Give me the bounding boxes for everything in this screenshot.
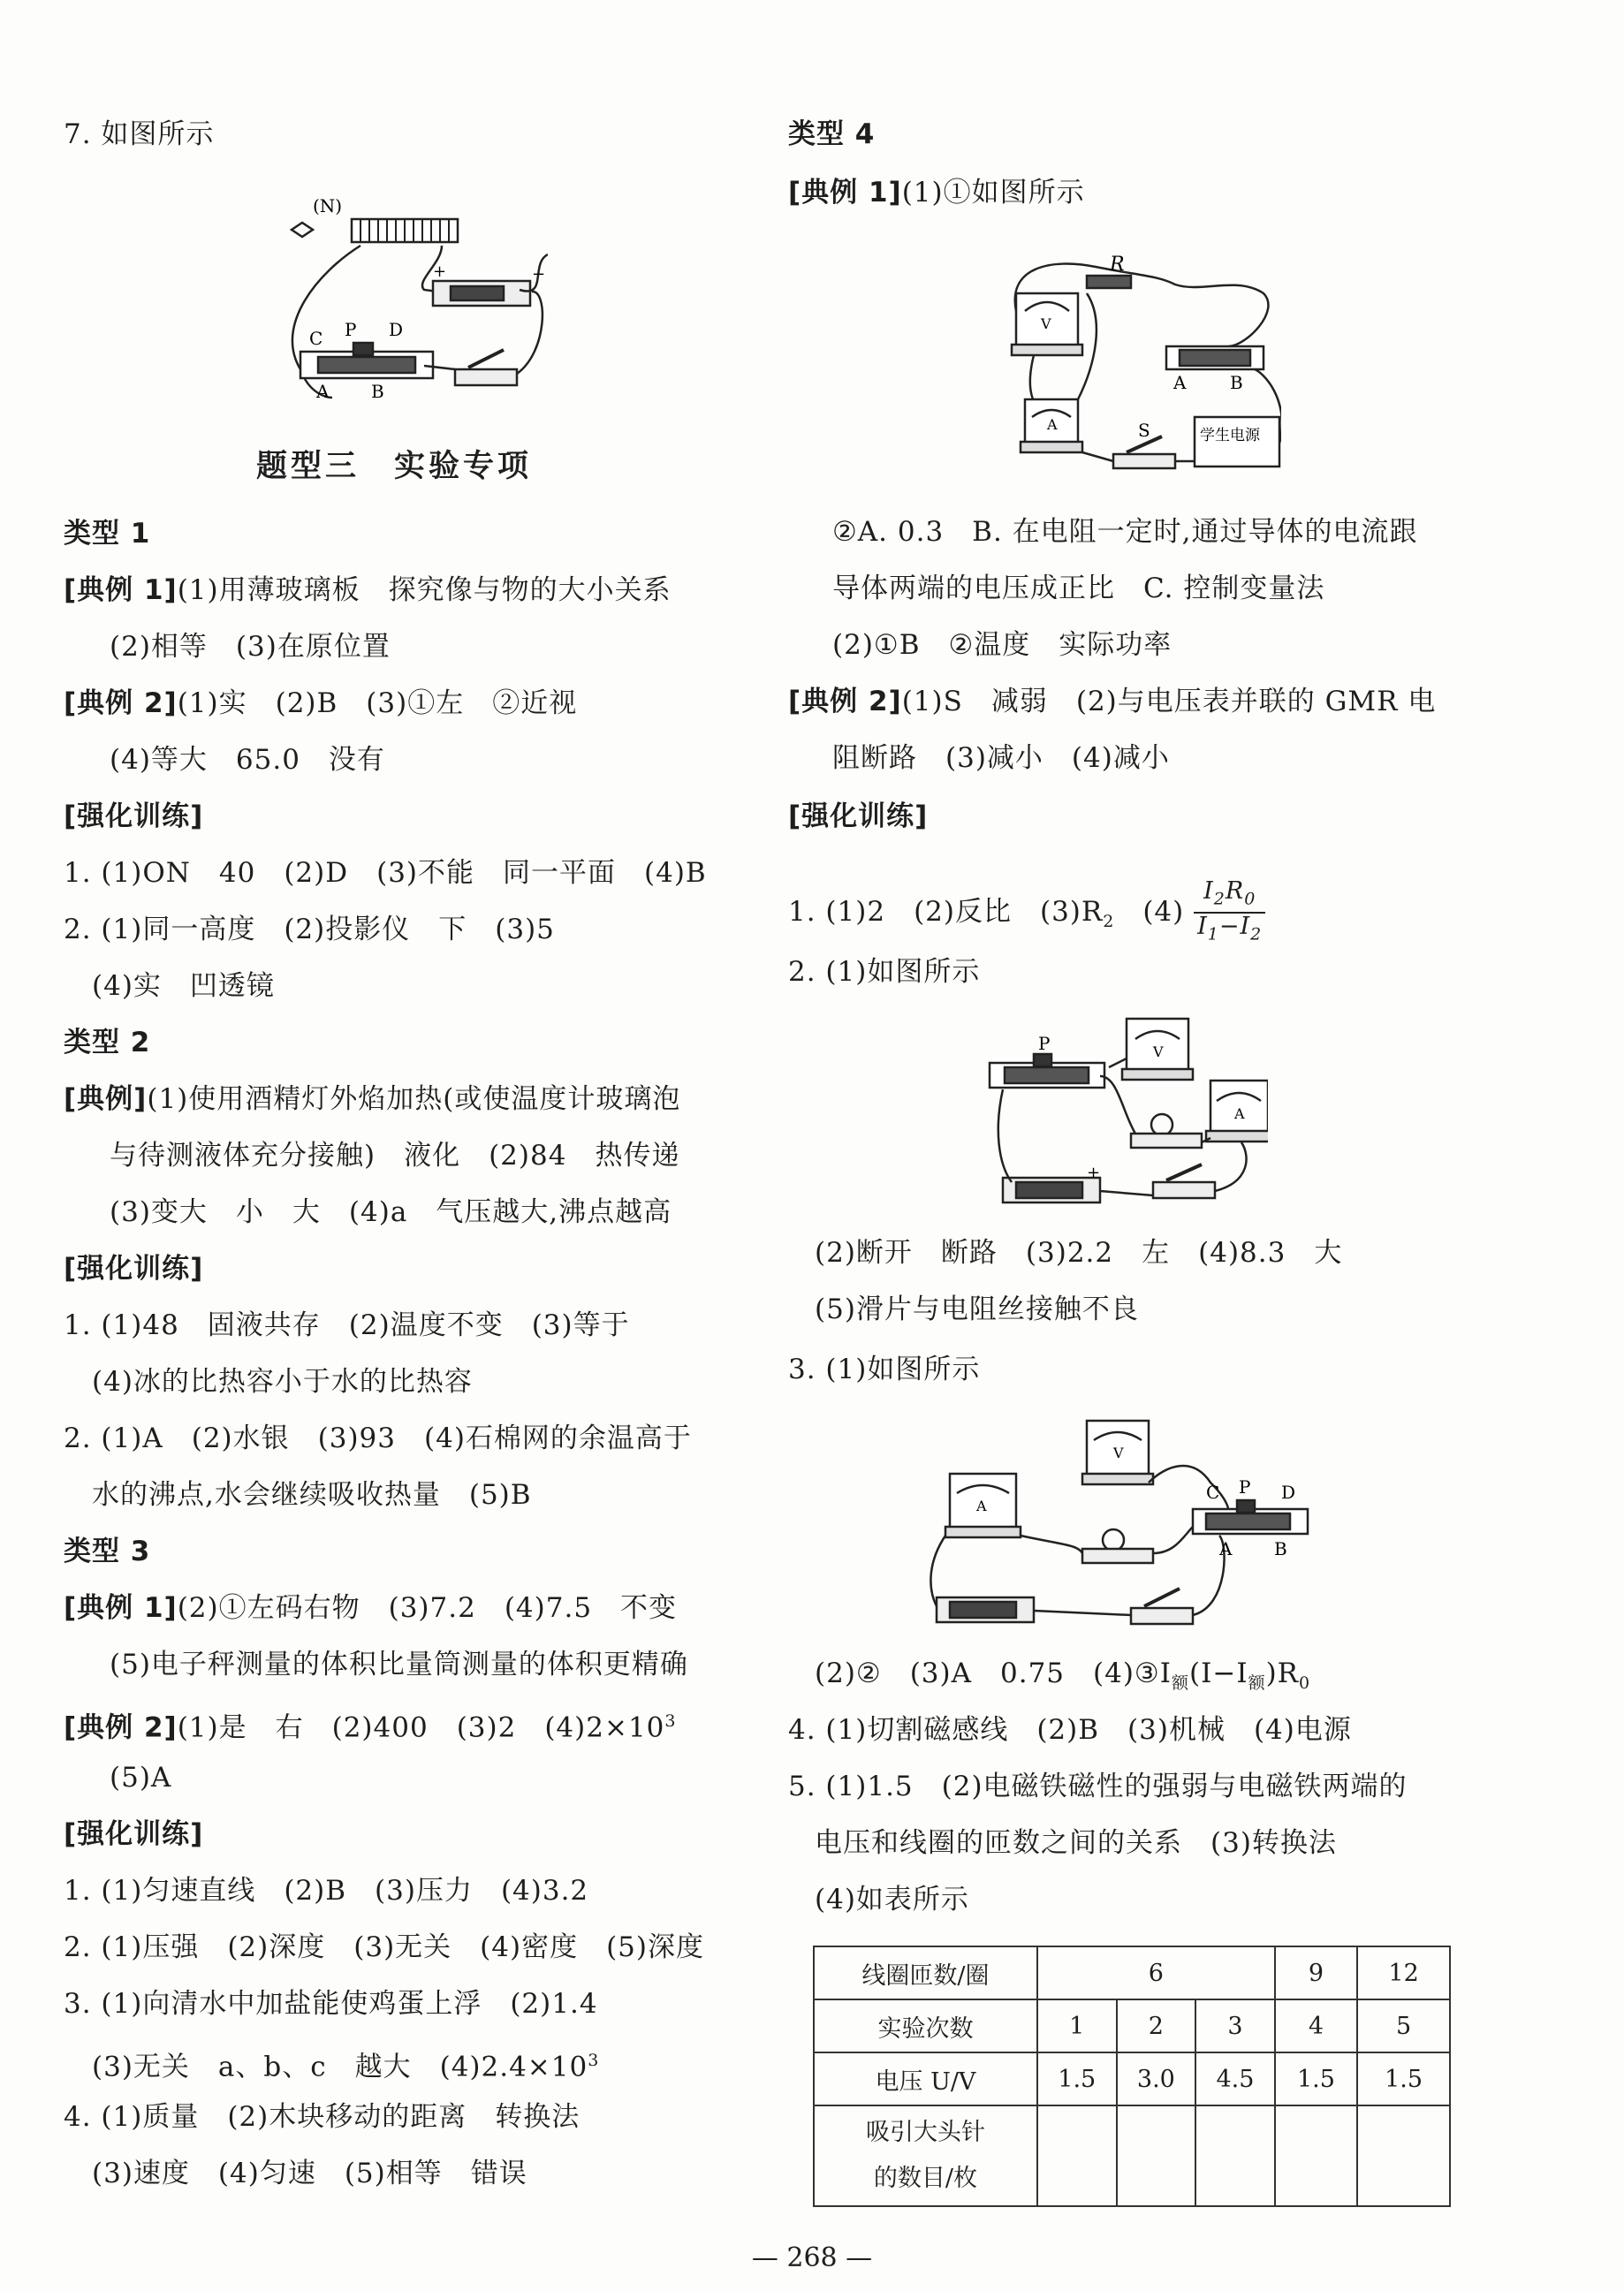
label-supply: 学生电源 xyxy=(1200,427,1260,444)
label-plus: + xyxy=(1087,1164,1101,1182)
table-cell: 3.0 xyxy=(1117,2052,1196,2105)
circuit-figure-r-v-a xyxy=(998,240,1281,479)
table-cell: 1 xyxy=(1037,1999,1117,2052)
label-r: R xyxy=(1110,254,1125,276)
circuit-figure-lamp-2 xyxy=(928,1412,1317,1642)
circuit-figure-lamp-1 xyxy=(985,1014,1268,1218)
t4-training-2: 2. (1)如图所示 xyxy=(788,956,981,988)
label-n: (N) xyxy=(313,195,343,216)
label-minus: − xyxy=(532,265,546,284)
t4-training-2-b: (2)断开 断路 (3)2.2 左 (4)8.3 大 xyxy=(815,1237,1343,1269)
type-3-heading: 类型 3 xyxy=(64,1536,151,1567)
table-cell: 4.5 xyxy=(1195,2052,1275,2105)
t1-training-heading: [强化训练] xyxy=(64,800,204,832)
t4-training-3: 3. (1)如图所示 xyxy=(788,1354,981,1385)
t4-example-2: [典例 2](1)S 减弱 (2)与电压表并联的 GMR 电 xyxy=(788,686,1437,717)
t1-example-2: [典例 2](1)实 (2)B (3)①左 ②近视 xyxy=(64,687,578,719)
t4-example-1-c: 导体两端的电压成正比 C. 控制变量法 xyxy=(832,573,1325,604)
type-4-heading: 类型 4 xyxy=(788,118,876,150)
label-p: P xyxy=(345,319,357,340)
t2-example-cont-1: 与待测液体充分接触) 液化 (2)84 热传递 xyxy=(110,1140,680,1172)
t3-example-1: [典例 1](2)①左码右物 (3)7.2 (4)7.5 不变 xyxy=(64,1592,678,1624)
label-s: S xyxy=(1138,420,1150,441)
label-c: C xyxy=(1206,1482,1220,1503)
t2-training-2: 2. (1)A (2)水银 (3)93 (4)石棉网的余温高于 xyxy=(64,1422,692,1454)
t2-training-2-cont: 水的沸点,水会继续吸收热量 (5)B xyxy=(92,1479,532,1511)
t1-example-2-cont: (4)等大 65.0 没有 xyxy=(110,744,385,776)
t4-training-5-b: 电压和线圈的匝数之间的关系 (3)转换法 xyxy=(815,1827,1337,1859)
page-number: — 268 — xyxy=(751,2242,873,2273)
results-table xyxy=(813,1946,1451,2207)
t4-training-1: 1. (1)2 (2)反比 $(3)R_2$ (4) $\frac{I_2R_0}{I_1-I_2}$ xyxy=(788,878,1265,948)
t1-training-2: 2. (1)同一高度 (2)投影仪 下 (3)5 xyxy=(64,914,555,945)
label-a: A xyxy=(1219,1538,1233,1559)
t3-example-2: [典例 2](1)是 右 (2)400 (3)2 $(4)2\times 10^3$ xyxy=(64,1711,677,1744)
t4-training-4: 4. (1)切割磁感线 (2)B (3)机械 (4)电源 xyxy=(788,1714,1352,1746)
table-cell xyxy=(1357,2105,1450,2206)
electromagnet-circuit-figure xyxy=(283,193,548,405)
question-7: 7. 如图所示 xyxy=(64,118,215,150)
table-row xyxy=(814,1946,1450,1999)
table-cell: 9 xyxy=(1275,1946,1357,1999)
t3-training-1: 1. (1)匀速直线 (2)B (3)压力 (4)3.2 xyxy=(64,1875,589,1907)
label-v: V xyxy=(1113,1445,1124,1461)
t4-example-1-d: (2)①B ②温度 实际功率 xyxy=(832,629,1172,661)
t3-training-4: 4. (1)质量 (2)木块移动的距离 转换法 xyxy=(64,2101,581,2133)
table-row xyxy=(814,1999,1450,2052)
label-a: A xyxy=(1234,1105,1245,1122)
t1-example-1: [典例 1](1)用薄玻璃板 探究像与物的大小关系 xyxy=(64,574,672,606)
t3-example-1-cont: (5)电子秤测量的体积比量筒测量的体积更精确 xyxy=(110,1649,688,1680)
label-v: V xyxy=(1153,1043,1164,1060)
table-cell: 2 xyxy=(1117,1999,1196,2052)
label-d: D xyxy=(1281,1482,1296,1503)
label-b: B xyxy=(371,381,384,402)
label-a: A xyxy=(316,381,330,402)
table-row xyxy=(814,2052,1450,2105)
label-p: P xyxy=(1038,1033,1051,1054)
table-header: 吸引大头针 的数目/枚 xyxy=(814,2105,1037,2206)
table-cell xyxy=(1117,2105,1196,2206)
t4-training-5-c: (4)如表所示 xyxy=(815,1884,969,1915)
table-cell xyxy=(1037,2105,1117,2206)
label-v: V xyxy=(1041,315,1051,332)
table-cell: 5 xyxy=(1357,1999,1450,2052)
table-cell: 4 xyxy=(1275,1999,1357,2052)
label-c: C xyxy=(309,328,323,349)
table-cell: 6 xyxy=(1037,1946,1275,1999)
t2-example: [典例](1)使用酒精灯外焰加热(或使温度计玻璃泡 xyxy=(64,1083,681,1115)
t1-training-1: 1. (1)ON 40 (2)D (3)不能 同一平面 (4)B xyxy=(64,857,707,889)
table-cell: 1.5 xyxy=(1037,2052,1117,2105)
table-cell: 1.5 xyxy=(1357,2052,1450,2105)
t4-example-1: [典例 1](1)①如图所示 xyxy=(788,177,1085,209)
table-row xyxy=(814,2105,1450,2206)
t4-training-5: 5. (1)1.5 (2)电磁铁磁性的强弱与电磁铁两端的 xyxy=(788,1771,1408,1802)
label-a-meter: A xyxy=(976,1498,987,1514)
t3-training-2: 2. (1)压强 (2)深度 (3)无关 (4)密度 (5)深度 xyxy=(64,1931,704,1963)
table-cell xyxy=(1275,2105,1357,2206)
label-b: B xyxy=(1274,1538,1287,1559)
t3-training-3: 3. (1)向清水中加盐能使鸡蛋上浮 (2)1.4 xyxy=(64,1988,598,2020)
table-cell xyxy=(1195,2105,1275,2206)
label-p: P xyxy=(1239,1476,1251,1498)
label-b: B xyxy=(1230,372,1243,393)
t2-training-heading: [强化训练] xyxy=(64,1253,204,1285)
t4-training-3-b: (2)② (3)A 0.75 $(4)③I_额(I-I_额)R_0$ xyxy=(815,1658,1311,1694)
label-d: D xyxy=(389,319,404,340)
t4-example-2-cont: 阻断路 (3)减小 (4)减小 xyxy=(832,742,1170,774)
t3-example-2-cont: (5)A xyxy=(110,1762,172,1794)
t1-training-2-cont: (4)实 凹透镜 xyxy=(92,970,275,1002)
table-header: 实验次数 xyxy=(814,1999,1037,2052)
fraction: $\frac{I_2R_0}{I_1-I_2}$ xyxy=(1194,878,1265,948)
t4-example-1-b: ②A. 0.3 B. 在电阻一定时,通过导体的电流跟 xyxy=(832,516,1418,548)
label-a-meter: A xyxy=(1047,416,1058,433)
table-cell: 3 xyxy=(1195,1999,1275,2052)
t2-training-1: 1. (1)48 固液共存 (2)温度不变 (3)等于 xyxy=(64,1309,630,1341)
t3-training-3-cont: (3)无关 a、b、c 越大 $(4)2.4\times 10^3$ xyxy=(92,2051,600,2083)
label-plus: + xyxy=(433,262,447,281)
table-header: 线圈匝数/圈 xyxy=(814,1946,1037,1999)
t1-example-1-cont: (2)相等 (3)在原位置 xyxy=(110,631,391,663)
t2-example-cont-2: (3)变大 小 大 (4)a 气压越大,沸点越高 xyxy=(110,1196,672,1228)
table-cell: 12 xyxy=(1357,1946,1450,1999)
t4-training-2-c: (5)滑片与电阻丝接触不良 xyxy=(815,1293,1139,1325)
table-header: 电压 U/V xyxy=(814,2052,1037,2105)
t2-training-1-cont: (4)冰的比热容小于水的比热容 xyxy=(92,1366,473,1398)
label-a: A xyxy=(1173,372,1187,393)
type-2-heading: 类型 2 xyxy=(64,1027,151,1058)
section-title: 题型三 实验专项 xyxy=(256,449,533,484)
t3-training-4-cont: (3)速度 (4)匀速 (5)相等 错误 xyxy=(92,2158,527,2189)
t3-training-heading: [强化训练] xyxy=(64,1818,204,1850)
table-cell: 1.5 xyxy=(1275,2052,1357,2105)
type-1-heading: 类型 1 xyxy=(64,518,151,550)
t4-training-heading: [强化训练] xyxy=(788,800,929,832)
